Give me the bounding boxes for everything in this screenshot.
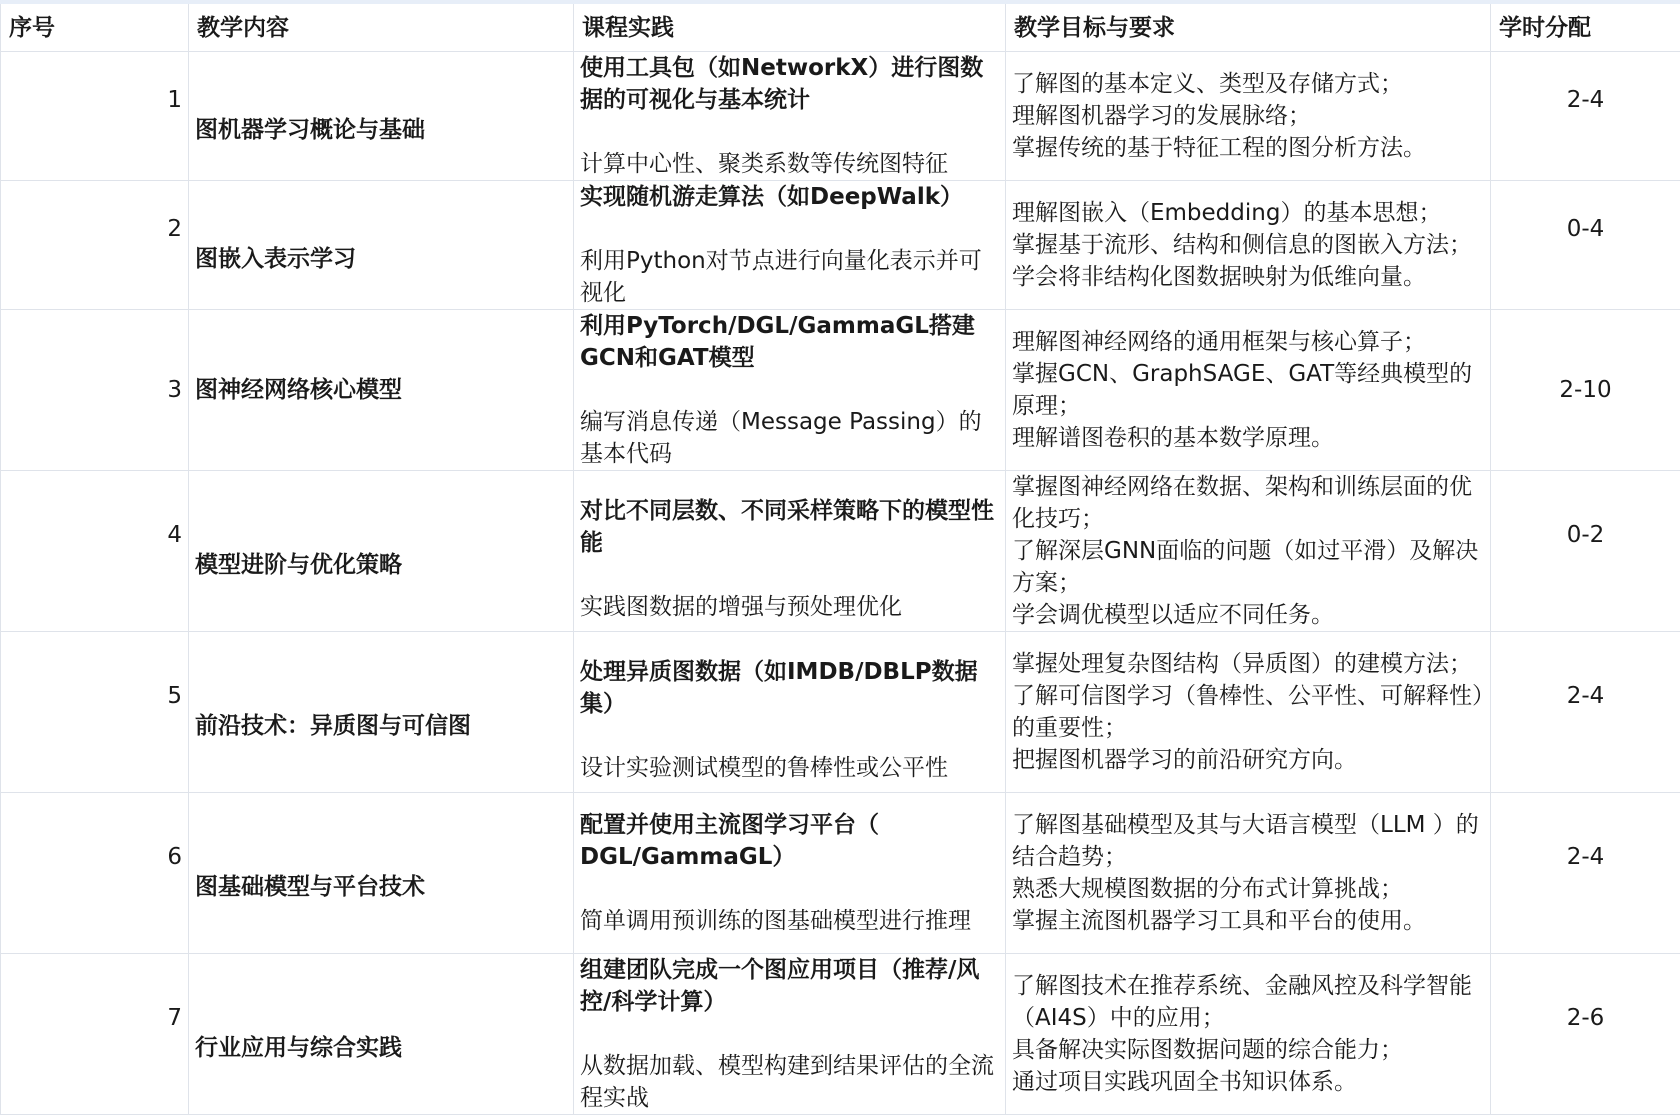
cell-practice[interactable]: 使用工具包（如NetworkX）进行图数据的可视化与基本统计 计算中心性、聚类系数等传统图特征: [574, 52, 1006, 181]
cell-practice[interactable]: 配置并使用主流图学习平台（ DGL/GammaGL） 简单调用预训练的图基础模型进行推理: [574, 793, 1006, 954]
cell-num[interactable]: 4: [1, 471, 189, 632]
cell-practice[interactable]: 处理异质图数据（如IMDB/DBLP数据集） 设计实验测试模型的鲁棒性或公平性: [574, 632, 1006, 793]
cell-topic[interactable]: 图机器学习概论与基础: [189, 52, 574, 181]
cell-practice[interactable]: 组建团队完成一个图应用项目（推荐/风控/科学计算） 从数据加载、模型构建到结果评估的全流程实战: [574, 954, 1006, 1115]
cell-goals[interactable]: 了解图技术在推荐系统、金融风控及科学智能（AI4S）中的应用； 具备解决实际图数据问题的综合能力； 通过项目实践巩固全书知识体系。: [1006, 954, 1491, 1115]
cell-topic[interactable]: 模型进阶与优化策略: [189, 471, 574, 632]
table-row: [1, 632, 1680, 793]
cell-goals[interactable]: 掌握图神经网络在数据、架构和训练层面的优化技巧； 了解深层GNN面临的问题（如过平滑）及解决方案； 学会调优模型以适应不同任务。: [1006, 471, 1491, 632]
cell-goals[interactable]: 了解图基础模型及其与大语言模型（LLM ）的结合趋势； 熟悉大规模图数据的分布式计算挑战； 掌握主流图机器学习工具和平台的使用。: [1006, 793, 1491, 954]
cell-hours[interactable]: 2-6: [1491, 954, 1680, 1115]
table-header-row: [1, 2, 1680, 52]
cell-practice[interactable]: 对比不同层数、不同采样策略下的模型性能 实践图数据的增强与预处理优化: [574, 471, 1006, 632]
cell-goals[interactable]: 了解图的基本定义、类型及存储方式； 理解图机器学习的发展脉络； 掌握传统的基于特征工程的图分析方法。: [1006, 52, 1491, 181]
cell-topic[interactable]: 图神经网络核心模型: [189, 310, 574, 471]
table-row: [1, 954, 1680, 1115]
header-goals[interactable]: 教学目标与要求: [1006, 2, 1491, 52]
cell-practice[interactable]: 实现随机游走算法（如DeepWalk） 利用Python对节点进行向量化表示并可视化: [574, 181, 1006, 310]
cell-topic[interactable]: 前沿技术：异质图与可信图: [189, 632, 574, 793]
cell-num[interactable]: 5: [1, 632, 189, 793]
header-practice[interactable]: 课程实践: [574, 2, 1006, 52]
cell-num[interactable]: 1: [1, 52, 189, 181]
cell-hours[interactable]: 0-4: [1491, 181, 1680, 310]
cell-goals[interactable]: 理解图嵌入（Embedding）的基本思想； 掌握基于流形、结构和侧信息的图嵌入方法； 学会将非结构化图数据映射为低维向量。: [1006, 181, 1491, 310]
cell-num[interactable]: 6: [1, 793, 189, 954]
table-row: [1, 52, 1680, 181]
cell-topic[interactable]: 行业应用与综合实践: [189, 954, 574, 1115]
cell-hours[interactable]: 2-4: [1491, 632, 1680, 793]
header-num[interactable]: 序号: [1, 2, 189, 52]
cell-hours[interactable]: 0-2: [1491, 471, 1680, 632]
table-row: [1, 181, 1680, 310]
cell-topic[interactable]: 图基础模型与平台技术: [189, 793, 574, 954]
cell-num[interactable]: 2: [1, 181, 189, 310]
cell-practice[interactable]: 利用PyTorch/DGL/GammaGL搭建GCN和GAT模型 编写消息传递（Message Passing）的基本代码: [574, 310, 1006, 471]
table-row: [1, 310, 1680, 471]
header-topic[interactable]: 教学内容: [189, 2, 574, 52]
cell-hours[interactable]: 2-4: [1491, 52, 1680, 181]
cell-hours[interactable]: 2-4: [1491, 793, 1680, 954]
cell-num[interactable]: 3: [1, 310, 189, 471]
cell-goals[interactable]: 掌握处理复杂图结构（异质图）的建模方法； 了解可信图学习（鲁棒性、公平性、可解释性）的重要性； 把握图机器学习的前沿研究方向。: [1006, 632, 1491, 793]
table-row: [1, 471, 1680, 632]
header-hours[interactable]: 学时分配: [1491, 2, 1680, 52]
table-row: [1, 793, 1680, 954]
cell-goals[interactable]: 理解图神经网络的通用框架与核心算子； 掌握GCN、GraphSAGE、GAT等经典模型的原理； 理解谱图卷积的基本数学原理。: [1006, 310, 1491, 471]
cell-hours[interactable]: 2-10: [1491, 310, 1680, 471]
cell-topic[interactable]: 图嵌入表示学习: [189, 181, 574, 310]
cell-num[interactable]: 7: [1, 954, 189, 1115]
